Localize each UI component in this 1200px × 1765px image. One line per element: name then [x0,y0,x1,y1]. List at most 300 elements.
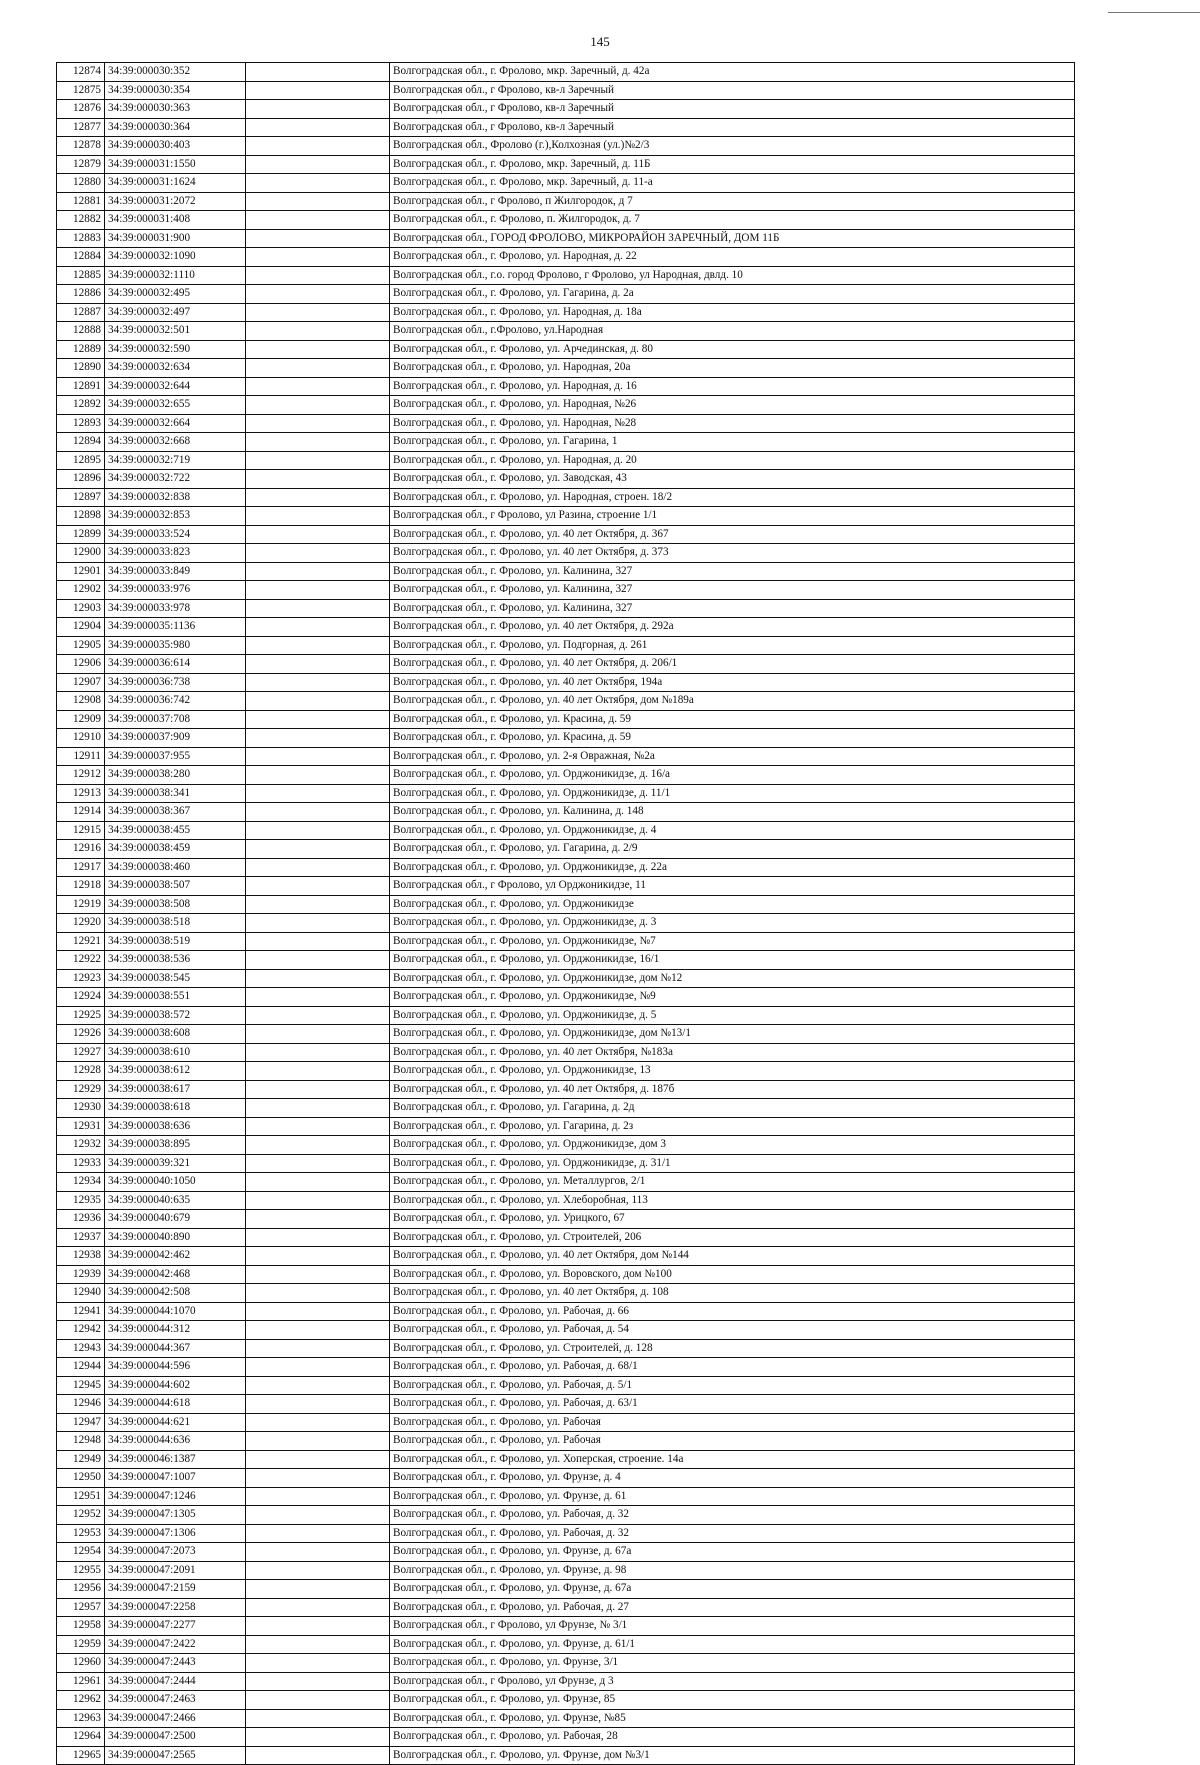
empty-cell [246,359,390,378]
address: Волгоградская обл., г. Фролово, ул. Орджоникидзе, д. 22а [390,858,1075,877]
table-row [57,266,1075,285]
empty-cell [246,1672,390,1691]
address: Волгоградская обл., г Фролово, ул Орджоникидзе, 11 [390,877,1075,896]
cadastral-number: 34:39:000038:518 [105,914,246,933]
row-number: 12927 [57,1043,105,1062]
cadastral-number: 34:39:000038:612 [105,1062,246,1081]
empty-cell [246,599,390,618]
cadastral-number: 34:39:000032:1110 [105,266,246,285]
row-number: 12951 [57,1487,105,1506]
empty-cell [246,1469,390,1488]
address: Волгоградская обл., ГОРОД ФРОЛОВО, МИКРОРАЙОН ЗАРЕЧНЫЙ, ДОМ 11Б [390,229,1075,248]
empty-cell [246,858,390,877]
address: Волгоградская обл., г. Фролово, мкр. Заречный, д. 11Б [390,155,1075,174]
row-number: 12898 [57,507,105,526]
address: Волгоградская обл., г. Фролово, ул. Фрунзе, 85 [390,1691,1075,1710]
cadastral-number: 34:39:000032:501 [105,322,246,341]
address: Волгоградская обл., г. Фролово, ул. Заводская, 43 [390,470,1075,489]
address: Волгоградская обл., г. Фролово, ул. Фрунзе, д. 61/1 [390,1635,1075,1654]
address: Волгоградская обл., г. Фролово, ул. Калинина, д. 148 [390,803,1075,822]
empty-cell [246,340,390,359]
cadastral-number: 34:39:000038:280 [105,766,246,785]
row-number: 12931 [57,1117,105,1136]
empty-cell [246,1709,390,1728]
address: Волгоградская обл., г. Фролово, ул. Орджоникидзе [390,895,1075,914]
cadastral-number: 34:39:000030:363 [105,100,246,119]
table-row [57,673,1075,692]
table-row [57,747,1075,766]
table-row [57,322,1075,341]
empty-cell [246,747,390,766]
cadastral-number: 34:39:000047:2444 [105,1672,246,1691]
empty-cell [246,1321,390,1340]
address: Волгоградская обл., г. Фролово, ул. Хоперская, строение. 14а [390,1450,1075,1469]
cadastral-number: 34:39:000042:468 [105,1265,246,1284]
address: Волгоградская обл., г. Фролово, ул. 40 лет Октября, 194а [390,673,1075,692]
row-number: 12923 [57,969,105,988]
table-row [57,507,1075,526]
cadastral-number: 34:39:000047:2159 [105,1580,246,1599]
cadastral-number: 34:39:000032:495 [105,285,246,304]
row-number: 12887 [57,303,105,322]
empty-cell [246,1265,390,1284]
cadastral-number: 34:39:000032:719 [105,451,246,470]
table-row [57,988,1075,1007]
address: Волгоградская обл., г. Фролово, ул. Рабочая, д. 27 [390,1598,1075,1617]
table-row [57,1709,1075,1728]
cadastral-number: 34:39:000040:679 [105,1210,246,1229]
table-row [57,211,1075,230]
address: Волгоградская обл., г. Фролово, ул. 40 лет Октября, д. 373 [390,544,1075,563]
empty-cell [246,618,390,637]
empty-cell [246,81,390,100]
empty-cell [246,1099,390,1118]
table-row [57,581,1075,600]
table-row [57,1210,1075,1229]
cadastral-number: 34:39:000033:849 [105,562,246,581]
empty-cell [246,1561,390,1580]
row-number: 12962 [57,1691,105,1710]
cadastral-number: 34:39:000044:618 [105,1395,246,1414]
row-number: 12948 [57,1432,105,1451]
address: Волгоградская обл., г. Фролово, ул. Красина, д. 59 [390,710,1075,729]
row-number: 12949 [57,1450,105,1469]
table-row [57,692,1075,711]
row-number: 12965 [57,1746,105,1765]
table-row [57,1580,1075,1599]
row-number: 12957 [57,1598,105,1617]
address: Волгоградская обл., г. Фролово, ул. Орджоникидзе, дом №12 [390,969,1075,988]
row-number: 12894 [57,433,105,452]
row-number: 12954 [57,1543,105,1562]
table-row [57,914,1075,933]
cadastral-number: 34:39:000038:507 [105,877,246,896]
empty-cell [246,1062,390,1081]
cadastral-number: 34:39:000047:2073 [105,1543,246,1562]
address: Волгоградская обл., г. Фролово, ул. Фрунзе, д. 67а [390,1543,1075,1562]
table-row [57,1469,1075,1488]
empty-cell [246,1302,390,1321]
table-row [57,525,1075,544]
table-row [57,285,1075,304]
table-row [57,303,1075,322]
table-row [57,451,1075,470]
empty-cell [246,451,390,470]
cadastral-number: 34:39:000038:341 [105,784,246,803]
table-row [57,1191,1075,1210]
cadastral-number: 34:39:000038:545 [105,969,246,988]
address: Волгоградская обл., г Фролово, ул Разина, строение 1/1 [390,507,1075,526]
table-row [57,155,1075,174]
table-row [57,951,1075,970]
address: Волгоградская обл., г.о. город Фролово, г Фролово, ул Народная, двлд. 10 [390,266,1075,285]
address: Волгоградская обл., г. Фролово, ул. 40 лет Октября, д. 108 [390,1284,1075,1303]
cadastral-number: 34:39:000038:460 [105,858,246,877]
registry-table [56,62,1075,1765]
address: Волгоградская обл., г. Фролово, ул. Хлеборобная, 113 [390,1191,1075,1210]
row-number: 12901 [57,562,105,581]
row-number: 12915 [57,821,105,840]
row-number: 12876 [57,100,105,119]
address: Волгоградская обл., г. Фролово, ул. Орджоникидзе, д. 4 [390,821,1075,840]
address: Волгоградская обл., г. Фролово, ул. 40 лет Октября, дом №144 [390,1247,1075,1266]
address: Волгоградская обл., г. Фролово, ул. 40 лет Октября, д. 367 [390,525,1075,544]
address: Волгоградская обл., г. Фролово, ул. Орджоникидзе, д. 5 [390,1006,1075,1025]
row-number: 12906 [57,655,105,674]
address: Волгоградская обл., г. Фролово, ул. 40 лет Октября, дом №189а [390,692,1075,711]
table-row [57,1728,1075,1747]
table-row [57,1043,1075,1062]
cadastral-number: 34:39:000038:610 [105,1043,246,1062]
address: Волгоградская обл., г. Фролово, ул. Фрунзе, д. 98 [390,1561,1075,1580]
empty-cell [246,229,390,248]
table-row [57,229,1075,248]
address: Волгоградская обл., г. Фролово, ул. 40 лет Октября, д. 292а [390,618,1075,637]
address: Волгоградская обл., г. Фролово, ул. Орджоникидзе, д. 3 [390,914,1075,933]
table-row [57,137,1075,156]
empty-cell [246,1006,390,1025]
cadastral-number: 34:39:000033:976 [105,581,246,600]
empty-cell [246,1376,390,1395]
empty-cell [246,710,390,729]
empty-cell [246,1043,390,1062]
cadastral-number: 34:39:000038:536 [105,951,246,970]
address: Волгоградская обл., г. Фролово, ул. Народная, д. 20 [390,451,1075,470]
table-row [57,396,1075,415]
empty-cell [246,1025,390,1044]
address: Волгоградская обл., г. Фролово, ул. Рабочая, д. 54 [390,1321,1075,1340]
empty-cell [246,155,390,174]
row-number: 12875 [57,81,105,100]
address: Волгоградская обл., г. Фролово, ул. Гагарина, 1 [390,433,1075,452]
row-number: 12880 [57,174,105,193]
empty-cell [246,63,390,82]
address: Волгоградская обл., г. Фролово, ул. Орджоникидзе, д. 31/1 [390,1154,1075,1173]
table-row [57,877,1075,896]
cadastral-number: 34:39:000038:459 [105,840,246,859]
row-number: 12913 [57,784,105,803]
empty-cell [246,1617,390,1636]
cadastral-number: 34:39:000046:1387 [105,1450,246,1469]
address: Волгоградская обл., г. Фролово, ул. Орджоникидзе, №7 [390,932,1075,951]
address: Волгоградская обл., г. Фролово, мкр. Заречный, д. 11-а [390,174,1075,193]
address: Волгоградская обл., г. Фролово, ул. Рабочая [390,1413,1075,1432]
table-row [57,100,1075,119]
address: Волгоградская обл., г. Фролово, ул. 40 лет Октября, д. 206/1 [390,655,1075,674]
address: Волгоградская обл., г. Фролово, ул. Металлургов, 2/1 [390,1173,1075,1192]
empty-cell [246,1136,390,1155]
empty-cell [246,137,390,156]
empty-cell [246,766,390,785]
address: Волгоградская обл., г. Фролово, ул. Рабочая, д. 5/1 [390,1376,1075,1395]
address: Волгоградская обл., г. Фролово, ул. Калинина, 327 [390,599,1075,618]
cadastral-number: 34:39:000044:602 [105,1376,246,1395]
empty-cell [246,488,390,507]
registry-table-body [57,63,1075,1765]
table-row [57,1099,1075,1118]
address: Волгоградская обл., г. Фролово, ул. Арчединская, д. 80 [390,340,1075,359]
cadastral-number: 34:39:000032:644 [105,377,246,396]
table-row [57,1746,1075,1765]
empty-cell [246,174,390,193]
cadastral-number: 34:39:000044:312 [105,1321,246,1340]
address: Волгоградская обл., г. Фролово, ул. Народная, д. 22 [390,248,1075,267]
empty-cell [246,895,390,914]
empty-cell [246,285,390,304]
table-row [57,1080,1075,1099]
cadastral-number: 34:39:000030:352 [105,63,246,82]
cadastral-number: 34:39:000030:364 [105,118,246,137]
address: Волгоградская обл., г. Фролово, ул. Фрунзе, 3/1 [390,1654,1075,1673]
address: Волгоградская обл., г. Фролово, ул. Народная, №26 [390,396,1075,415]
empty-cell [246,932,390,951]
cadastral-number: 34:39:000044:1070 [105,1302,246,1321]
table-row [57,192,1075,211]
row-number: 12910 [57,729,105,748]
row-number: 12938 [57,1247,105,1266]
cadastral-number: 34:39:000031:900 [105,229,246,248]
row-number: 12903 [57,599,105,618]
empty-cell [246,211,390,230]
table-row [57,1506,1075,1525]
address: Волгоградская обл., г. Фролово, ул. Орджоникидзе, 16/1 [390,951,1075,970]
empty-cell [246,655,390,674]
address: Волгоградская обл., г. Фролово, ул. Рабочая, 28 [390,1728,1075,1747]
table-row [57,655,1075,674]
cadastral-number: 34:39:000032:655 [105,396,246,415]
cadastral-number: 34:39:000032:590 [105,340,246,359]
cadastral-number: 34:39:000038:636 [105,1117,246,1136]
page-number: 145 [590,34,610,49]
address: Волгоградская обл., г. Фролово, ул. Фрунзе, д. 67а [390,1580,1075,1599]
table-row [57,1524,1075,1543]
row-number: 12963 [57,1709,105,1728]
empty-cell [246,1728,390,1747]
table-row [57,377,1075,396]
empty-cell [246,1524,390,1543]
table-row [57,803,1075,822]
row-number: 12947 [57,1413,105,1432]
cadastral-number: 34:39:000042:508 [105,1284,246,1303]
empty-cell [246,322,390,341]
row-number: 12900 [57,544,105,563]
table-row [57,1025,1075,1044]
empty-cell [246,1635,390,1654]
table-row [57,544,1075,563]
address: Волгоградская обл., г. Фролово, ул. Красина, д. 59 [390,729,1075,748]
row-number: 12960 [57,1654,105,1673]
address: Волгоградская обл., г. Фролово, ул. Орджоникидзе, дом №13/1 [390,1025,1075,1044]
cadastral-number: 34:39:000039:321 [105,1154,246,1173]
table-row [57,784,1075,803]
empty-cell [246,1598,390,1617]
cadastral-number: 34:39:000047:2277 [105,1617,246,1636]
row-number: 12944 [57,1358,105,1377]
address: Волгоградская обл., г. Фролово, ул. Рабочая, д. 63/1 [390,1395,1075,1414]
table-row [57,1284,1075,1303]
empty-cell [246,988,390,1007]
cadastral-number: 34:39:000044:367 [105,1339,246,1358]
empty-cell [246,1580,390,1599]
empty-cell [246,562,390,581]
empty-cell [246,914,390,933]
row-number: 12878 [57,137,105,156]
address: Волгоградская обл., г. Фролово, ул. Строителей, 206 [390,1228,1075,1247]
table-row [57,488,1075,507]
address: Волгоградская обл., г. Фролово, ул. 40 лет Октября, №183а [390,1043,1075,1062]
empty-cell [246,840,390,859]
row-number: 12925 [57,1006,105,1025]
row-number: 12921 [57,932,105,951]
empty-cell [246,1080,390,1099]
table-row [57,1635,1075,1654]
row-number: 12940 [57,1284,105,1303]
cadastral-number: 34:39:000044:636 [105,1432,246,1451]
empty-cell [246,1339,390,1358]
table-row [57,1321,1075,1340]
table-row [57,1154,1075,1173]
row-number: 12932 [57,1136,105,1155]
row-number: 12891 [57,377,105,396]
table-row [57,118,1075,137]
row-number: 12964 [57,1728,105,1747]
cadastral-number: 34:39:000044:621 [105,1413,246,1432]
cadastral-number: 34:39:000038:455 [105,821,246,840]
cadastral-number: 34:39:000036:614 [105,655,246,674]
table-row [57,599,1075,618]
cadastral-number: 34:39:000047:2422 [105,1635,246,1654]
table-row [57,729,1075,748]
empty-cell [246,784,390,803]
empty-cell [246,470,390,489]
empty-cell [246,1450,390,1469]
cadastral-number: 34:39:000033:823 [105,544,246,563]
cadastral-number: 34:39:000032:497 [105,303,246,322]
row-number: 12956 [57,1580,105,1599]
row-number: 12899 [57,525,105,544]
cadastral-number: 34:39:000032:722 [105,470,246,489]
cadastral-number: 34:39:000035:980 [105,636,246,655]
row-number: 12955 [57,1561,105,1580]
row-number: 12884 [57,248,105,267]
cadastral-number: 34:39:000038:895 [105,1136,246,1155]
row-number: 12941 [57,1302,105,1321]
empty-cell [246,433,390,452]
empty-cell [246,396,390,415]
address: Волгоградская обл., г. Фролово, ул. Народная, 20а [390,359,1075,378]
table-row [57,470,1075,489]
row-number: 12907 [57,673,105,692]
row-number: 12939 [57,1265,105,1284]
table-row [57,1247,1075,1266]
empty-cell [246,507,390,526]
address: Волгоградская обл., г. Фролово, ул. Гагарина, д. 2д [390,1099,1075,1118]
empty-cell [246,636,390,655]
row-number: 12904 [57,618,105,637]
empty-cell [246,803,390,822]
row-number: 12886 [57,285,105,304]
row-number: 12936 [57,1210,105,1229]
table-row [57,340,1075,359]
row-number: 12945 [57,1376,105,1395]
row-number: 12917 [57,858,105,877]
table-row [57,1487,1075,1506]
table-row [57,1062,1075,1081]
address: Волгоградская обл., г. Фролово, ул. Гагарина, д. 2а [390,285,1075,304]
table-row [57,63,1075,82]
empty-cell [246,1654,390,1673]
row-number: 12943 [57,1339,105,1358]
table-row [57,932,1075,951]
address: Волгоградская обл., г. Фролово, ул. Рабочая, д. 32 [390,1506,1075,1525]
cadastral-number: 34:39:000047:2091 [105,1561,246,1580]
row-number: 12892 [57,396,105,415]
row-number: 12916 [57,840,105,859]
address: Волгоградская обл., г. Фролово, ул. Рабочая, д. 66 [390,1302,1075,1321]
empty-cell [246,1395,390,1414]
cadastral-number: 34:39:000033:978 [105,599,246,618]
empty-cell [246,877,390,896]
address: Волгоградская обл., г. Фролово, ул. Народная, д. 18а [390,303,1075,322]
cadastral-number: 34:39:000032:664 [105,414,246,433]
table-row [57,1617,1075,1636]
empty-cell [246,1691,390,1710]
cadastral-number: 34:39:000038:519 [105,932,246,951]
address: Волгоградская обл., г. Фролово, ул. Фрунзе, №85 [390,1709,1075,1728]
empty-cell [246,1191,390,1210]
cadastral-number: 34:39:000031:1624 [105,174,246,193]
row-number: 12895 [57,451,105,470]
cadastral-number: 34:39:000036:742 [105,692,246,711]
table-row [57,766,1075,785]
empty-cell [246,100,390,119]
cadastral-number: 34:39:000032:853 [105,507,246,526]
table-row [57,1265,1075,1284]
table-row [57,81,1075,100]
cadastral-number: 34:39:000047:2500 [105,1728,246,1747]
cadastral-number: 34:39:000040:1050 [105,1173,246,1192]
row-number: 12911 [57,747,105,766]
empty-cell [246,1173,390,1192]
address: Волгоградская обл., г Фролово, ул Фрунзе, № 3/1 [390,1617,1075,1636]
row-number: 12882 [57,211,105,230]
address: Волгоградская обл., г. Фролово, ул. 40 лет Октября, д. 187б [390,1080,1075,1099]
row-number: 12920 [57,914,105,933]
address: Волгоградская обл., г. Фролово, ул. Калинина, 327 [390,581,1075,600]
row-number: 12888 [57,322,105,341]
address: Волгоградская обл., г. Фролово, ул. Орджоникидзе, 13 [390,1062,1075,1081]
address: Волгоградская обл., г. Фролово, ул. Народная, строен. 18/2 [390,488,1075,507]
